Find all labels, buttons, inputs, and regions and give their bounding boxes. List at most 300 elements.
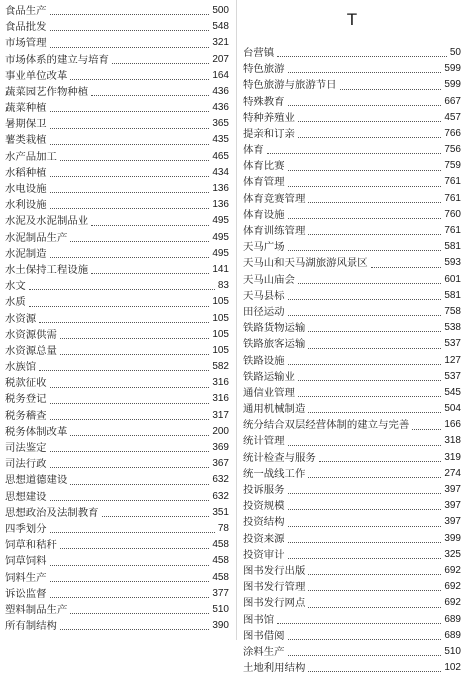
index-page-number: 435 <box>212 134 229 146</box>
index-entry <box>243 239 461 255</box>
index-term: 统计检查与服务 <box>243 451 316 464</box>
index-term: 水利设施 <box>5 199 47 212</box>
dot-leader <box>91 272 209 274</box>
index-page-number: 399 <box>444 532 461 544</box>
index-entry <box>5 100 229 116</box>
dot-leader <box>308 233 441 235</box>
index-entry <box>5 359 229 375</box>
index-page-number: 397 <box>444 516 461 528</box>
dot-leader <box>277 55 447 57</box>
index-page-number: 458 <box>212 571 229 583</box>
index-entry <box>5 197 229 213</box>
index-term: 水电设施 <box>5 183 47 196</box>
index-page-number: 136 <box>212 199 229 211</box>
index-page-number: 377 <box>212 587 229 599</box>
index-entry <box>243 191 461 207</box>
dot-leader <box>60 353 209 355</box>
dot-leader <box>60 547 209 549</box>
index-term: 田径运动 <box>243 305 285 318</box>
dot-leader <box>298 136 441 138</box>
index-entry <box>5 19 229 35</box>
index-term: 蔬菜种植 <box>5 102 47 115</box>
dot-leader <box>50 46 210 48</box>
index-term: 水资源总量 <box>5 344 57 357</box>
index-term: 投资结构 <box>243 516 285 529</box>
index-entry <box>243 207 461 223</box>
index-term: 提亲和订亲 <box>243 127 295 140</box>
dot-leader <box>39 369 209 371</box>
dot-leader <box>60 337 209 339</box>
index-term: 投诉服务 <box>243 484 285 497</box>
index-entry <box>5 52 229 68</box>
index-entry <box>5 68 229 84</box>
index-page-number: 537 <box>444 338 461 350</box>
index-page-number: 325 <box>444 548 461 560</box>
index-page-number: 692 <box>444 581 461 593</box>
index-page-number: 599 <box>444 79 461 91</box>
index-entry <box>243 353 461 369</box>
index-page-number: 692 <box>444 597 461 609</box>
index-page-number: 458 <box>212 555 229 567</box>
index-entry <box>243 110 461 126</box>
dot-leader <box>319 460 442 462</box>
dot-leader <box>288 314 442 316</box>
index-entry <box>5 246 229 262</box>
index-page-number: 581 <box>444 241 461 253</box>
dot-leader <box>29 305 210 307</box>
dot-leader <box>50 499 210 501</box>
index-page-number: 78 <box>217 522 229 534</box>
dot-leader <box>288 249 442 251</box>
dot-leader <box>288 654 442 656</box>
index-page-number: 548 <box>212 21 229 33</box>
index-term: 饲草饲料 <box>5 555 47 568</box>
index-page-number: 367 <box>212 458 229 470</box>
dot-leader <box>50 564 210 566</box>
index-term: 税务登记 <box>5 393 47 406</box>
index-term: 投资审计 <box>243 548 285 561</box>
index-term: 通用机械制造 <box>243 403 306 416</box>
index-page-number: 632 <box>212 474 229 486</box>
index-term: 水土保持工程设施 <box>5 263 89 276</box>
index-entry <box>243 385 461 401</box>
dot-leader <box>288 525 442 527</box>
dot-leader <box>288 169 442 171</box>
index-term: 四季划分 <box>5 522 47 535</box>
index-term: 图书发行网点 <box>243 597 306 610</box>
index-term: 图书发行管理 <box>243 581 306 594</box>
index-entry <box>243 498 461 514</box>
index-page-number: 458 <box>212 539 229 551</box>
dot-leader <box>60 628 209 630</box>
index-term: 思想建设 <box>5 490 47 503</box>
index-term: 图书发行出版 <box>243 564 306 577</box>
index-page-number: 582 <box>212 361 229 373</box>
index-page-number: 434 <box>212 166 229 178</box>
dot-leader <box>308 330 441 332</box>
dot-leader <box>39 321 209 323</box>
dot-leader <box>70 78 209 80</box>
index-entry <box>243 579 461 595</box>
index-term: 蔬菜园艺作物种植 <box>5 85 89 98</box>
index-term: 税款征收 <box>5 377 47 390</box>
index-entry <box>5 3 229 19</box>
dot-leader <box>308 411 441 413</box>
index-page-number: 759 <box>444 160 461 172</box>
dot-leader <box>50 191 210 193</box>
index-entry <box>243 255 461 271</box>
index-entry <box>243 223 461 239</box>
dot-leader <box>50 13 210 15</box>
index-term: 图书借阅 <box>243 629 285 642</box>
index-term: 食品生产 <box>5 4 47 17</box>
dot-leader <box>288 541 442 543</box>
index-entry <box>243 563 461 579</box>
index-term: 天马县标 <box>243 289 285 302</box>
index-term: 水泥及水泥制品业 <box>5 215 89 228</box>
index-term: 台营镇 <box>243 46 275 59</box>
index-term: 投资来源 <box>243 532 285 545</box>
index-entry <box>243 612 461 628</box>
index-page-number: 667 <box>444 95 461 107</box>
dot-leader <box>288 71 442 73</box>
dot-leader <box>308 476 441 478</box>
index-term: 体育训练管理 <box>243 225 306 238</box>
index-entry <box>5 181 229 197</box>
index-page-number: 510 <box>212 603 229 615</box>
dot-leader <box>412 428 441 430</box>
dot-leader <box>288 492 442 494</box>
index-page-number: 538 <box>444 322 461 334</box>
index-entry <box>5 116 229 132</box>
index-entry <box>243 126 461 142</box>
index-page-number: 504 <box>444 403 461 415</box>
index-term: 食品批发 <box>5 21 47 34</box>
index-entry <box>243 531 461 547</box>
index-term: 投资规模 <box>243 500 285 513</box>
index-page-number: 369 <box>212 442 229 454</box>
index-page-number: 632 <box>212 490 229 502</box>
index-entry <box>243 77 461 93</box>
index-term: 体育 <box>243 144 264 157</box>
index-page-number: 692 <box>444 564 461 576</box>
index-page-number: 457 <box>444 111 461 123</box>
dot-leader <box>288 363 442 365</box>
index-page-number: 593 <box>444 257 461 269</box>
dot-leader <box>277 622 441 624</box>
index-entry <box>5 570 229 586</box>
index-term: 思想道德建设 <box>5 474 68 487</box>
index-term: 特种养殖业 <box>243 111 295 124</box>
index-entry <box>243 450 461 466</box>
index-entry <box>243 466 461 482</box>
index-entry <box>5 408 229 424</box>
index-term: 税务稽查 <box>5 409 47 422</box>
index-entry <box>243 175 461 191</box>
index-entry <box>243 158 461 174</box>
index-term: 铁路旅客运输 <box>243 338 306 351</box>
index-entry <box>5 586 229 602</box>
dot-leader <box>50 596 210 598</box>
index-page-number: 200 <box>212 425 229 437</box>
index-term: 思想政治及法制教育 <box>5 506 99 519</box>
dot-leader <box>267 152 442 154</box>
index-term: 通信业管理 <box>243 386 295 399</box>
index-term: 水质 <box>5 296 26 309</box>
index-term: 天马广场 <box>243 241 285 254</box>
dot-leader <box>308 670 441 672</box>
index-page-number: 105 <box>212 344 229 356</box>
index-term: 特殊教育 <box>243 95 285 108</box>
index-entry <box>5 440 229 456</box>
dot-leader <box>60 159 209 161</box>
index-page-number: 761 <box>444 192 461 204</box>
index-entry <box>5 294 229 310</box>
index-entry <box>243 595 461 611</box>
index-page-number: 397 <box>444 484 461 496</box>
dot-leader <box>371 266 442 268</box>
index-entry <box>5 262 229 278</box>
index-page-number: 689 <box>444 613 461 625</box>
dot-leader <box>288 444 442 446</box>
index-page-number: 500 <box>212 4 229 16</box>
index-entry <box>5 553 229 569</box>
dot-leader <box>70 240 209 242</box>
index-term: 塑料制品生产 <box>5 603 68 616</box>
index-page-number: 758 <box>444 305 461 317</box>
index-page-number: 102 <box>444 662 461 674</box>
index-page-number: 495 <box>212 231 229 243</box>
dot-leader <box>50 256 210 258</box>
index-entry <box>243 142 461 158</box>
index-term: 土地利用结构 <box>243 662 306 675</box>
dot-leader <box>50 110 210 112</box>
index-term: 天马山和天马湖旅游风景区 <box>243 257 368 270</box>
index-page-number: 756 <box>444 144 461 156</box>
dot-leader <box>70 612 209 614</box>
index-term: 水族馆 <box>5 361 37 374</box>
index-entry <box>243 61 461 77</box>
index-term: 薯类栽植 <box>5 134 47 147</box>
dot-leader <box>50 418 210 420</box>
index-page-number: 50 <box>449 46 461 58</box>
index-term: 暑期保卫 <box>5 118 47 131</box>
index-term: 事业单位改革 <box>5 69 68 82</box>
index-entry <box>5 278 229 294</box>
index-term: 铁路设施 <box>243 354 285 367</box>
index-entry <box>243 304 461 320</box>
dot-leader <box>298 282 441 284</box>
index-page-number: 105 <box>212 312 229 324</box>
index-term: 统计管理 <box>243 435 285 448</box>
index-entry <box>243 514 461 530</box>
index-term: 涂料生产 <box>243 645 285 658</box>
index-term: 水资源供需 <box>5 328 57 341</box>
dot-leader <box>308 573 441 575</box>
dot-leader <box>298 379 441 381</box>
index-term: 市场管理 <box>5 37 47 50</box>
index-page-number: 319 <box>444 451 461 463</box>
index-entry <box>5 311 229 327</box>
column-divider <box>236 0 237 640</box>
index-entry <box>5 343 229 359</box>
index-entry <box>243 369 461 385</box>
index-term: 特色旅游与旅游节日 <box>243 79 337 92</box>
index-page-number: 761 <box>444 176 461 188</box>
dot-leader <box>102 515 210 517</box>
index-term: 天马山庙会 <box>243 273 295 286</box>
dot-leader <box>308 606 441 608</box>
index-page-number: 166 <box>444 419 461 431</box>
index-term: 水泥制造 <box>5 247 47 260</box>
dot-leader <box>50 450 210 452</box>
section-heading-letter: T <box>346 10 358 29</box>
dot-leader <box>50 29 210 31</box>
index-entry <box>5 505 229 521</box>
dot-leader <box>50 143 210 145</box>
index-term: 司法鉴定 <box>5 442 47 455</box>
dot-leader <box>50 580 210 582</box>
index-entry <box>5 230 229 246</box>
index-page-number: 397 <box>444 500 461 512</box>
index-page-number: 318 <box>444 435 461 447</box>
index-page-number: 207 <box>212 53 229 65</box>
dot-leader <box>308 589 441 591</box>
index-entry <box>243 320 461 336</box>
index-page-number: 766 <box>444 127 461 139</box>
index-list-left <box>5 3 229 634</box>
index-entry <box>243 272 461 288</box>
index-page-number: 601 <box>444 273 461 285</box>
index-page-number: 274 <box>444 467 461 479</box>
index-page-number: 127 <box>444 354 461 366</box>
index-page-number: 321 <box>212 37 229 49</box>
index-term: 水产品加工 <box>5 150 57 163</box>
index-page-number: 465 <box>212 150 229 162</box>
index-term: 水文 <box>5 280 26 293</box>
dot-leader <box>50 207 210 209</box>
index-term: 体育比赛 <box>243 160 285 173</box>
dot-leader <box>288 217 442 219</box>
index-page-number: 316 <box>212 377 229 389</box>
index-entry <box>5 602 229 618</box>
index-page-number: 599 <box>444 63 461 75</box>
index-entry <box>243 434 461 450</box>
index-entry <box>5 472 229 488</box>
index-list-right <box>243 45 461 676</box>
index-entry <box>243 336 461 352</box>
dot-leader <box>50 402 210 404</box>
dot-leader <box>298 395 441 397</box>
index-entry <box>5 456 229 472</box>
dot-leader <box>91 94 209 96</box>
index-entry <box>5 537 229 553</box>
index-page-number: 495 <box>212 247 229 259</box>
index-page-number: 164 <box>212 69 229 81</box>
index-term: 水稻种植 <box>5 166 47 179</box>
dot-leader <box>70 483 209 485</box>
index-term: 饲草和秸秆 <box>5 539 57 552</box>
index-entry <box>243 401 461 417</box>
index-page-number: 689 <box>444 629 461 641</box>
index-term: 铁路运输业 <box>243 370 295 383</box>
index-entry <box>5 165 229 181</box>
index-term: 税务体制改革 <box>5 425 68 438</box>
index-entry <box>5 133 229 149</box>
index-page-number: 436 <box>212 102 229 114</box>
index-term: 体育设施 <box>243 208 285 221</box>
index-entry <box>243 660 461 676</box>
index-term: 统分结合双层经营体制的建立与完善 <box>243 419 410 432</box>
index-entry <box>5 424 229 440</box>
dot-leader <box>288 104 442 106</box>
index-term: 司法行政 <box>5 458 47 471</box>
index-page-number: 510 <box>444 645 461 657</box>
index-term: 特色旅游 <box>243 63 285 76</box>
dot-leader <box>288 185 442 187</box>
dot-leader <box>50 127 210 129</box>
index-term: 所有制结构 <box>5 620 57 633</box>
index-term: 诉讼监督 <box>5 587 47 600</box>
index-term: 体育竞赛管理 <box>243 192 306 205</box>
dot-leader <box>288 508 442 510</box>
index-page-number: 581 <box>444 289 461 301</box>
dot-leader <box>112 62 209 64</box>
index-entry <box>5 213 229 229</box>
dot-leader <box>288 298 442 300</box>
index-page-number: 136 <box>212 183 229 195</box>
index-page-number: 545 <box>444 386 461 398</box>
dot-leader <box>298 120 441 122</box>
index-entry <box>243 628 461 644</box>
index-entry <box>5 489 229 505</box>
index-term: 水资源 <box>5 312 37 325</box>
dot-leader <box>50 466 210 468</box>
dot-leader <box>308 347 441 349</box>
index-entry <box>243 45 461 61</box>
index-entry <box>5 149 229 165</box>
index-page-number: 537 <box>444 370 461 382</box>
index-page-number: 436 <box>212 85 229 97</box>
index-page-number: 390 <box>212 620 229 632</box>
index-page-number: 351 <box>212 506 229 518</box>
index-term: 图书馆 <box>243 613 275 626</box>
index-page-number: 365 <box>212 118 229 130</box>
dot-leader <box>340 88 442 90</box>
index-entry <box>243 94 461 110</box>
index-entry <box>243 547 461 563</box>
index-entry <box>243 417 461 433</box>
index-page-number: 761 <box>444 225 461 237</box>
index-entry <box>5 392 229 408</box>
index-term: 体育管理 <box>243 176 285 189</box>
dot-leader <box>70 434 209 436</box>
index-entry <box>5 35 229 51</box>
index-entry <box>243 482 461 498</box>
index-page-number: 105 <box>212 328 229 340</box>
index-page-number: 83 <box>217 280 229 292</box>
index-entry <box>5 327 229 343</box>
index-entry <box>243 644 461 660</box>
index-term: 市场体系的建立与培育 <box>5 53 109 66</box>
index-entry <box>5 618 229 634</box>
index-term: 水泥制品生产 <box>5 231 68 244</box>
index-term: 铁路货物运输 <box>243 322 306 335</box>
index-page-number: 317 <box>212 409 229 421</box>
index-entry <box>5 84 229 100</box>
index-page-number: 760 <box>444 208 461 220</box>
index-page-number: 141 <box>212 263 229 275</box>
